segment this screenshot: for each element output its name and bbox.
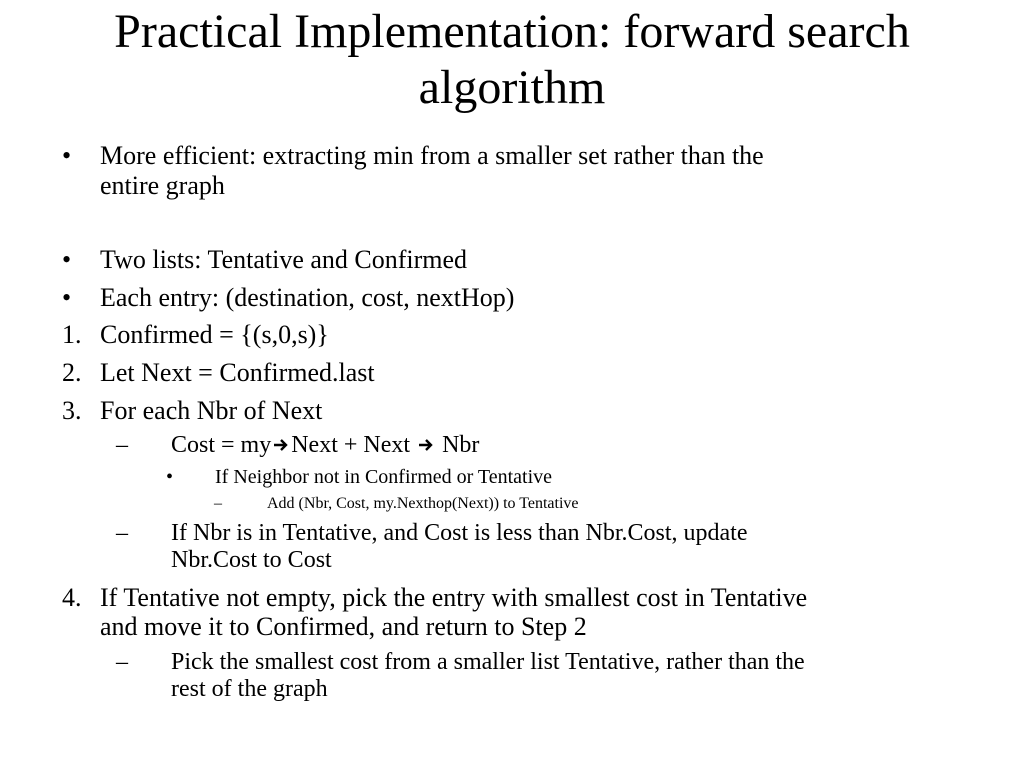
step-text: For each Nbr of Next [100,396,323,425]
cost-part-2: Next + Next [291,432,411,458]
sub-item-text: Pick the smallest cost from a smaller list Tentative, rather than the [171,649,805,675]
dash-marker: – [116,520,128,546]
step-text: Confirmed = {(s,0,s)} [100,320,329,349]
dash-marker: – [214,495,222,512]
step-text: Let Next = Confirmed.last [100,358,375,387]
bullet-marker: • [62,141,72,170]
sub-item-text-continued: rest of the graph [171,676,328,702]
step-text: If Tentative not empty, pick the entry with smallest cost in Tentative [100,583,808,612]
bullet-text-continued: entire graph [100,171,225,200]
sub-item-text-continued: Nbr.Cost to Cost [171,547,332,573]
step-text-continued: and move it to Confirmed, and return to Step 2 [100,612,587,641]
cost-part-1: Cost = my [171,432,272,458]
bullet-text: Each entry: (destination, cost, nextHop) [100,283,515,312]
bullet-marker: • [62,283,72,312]
sub-item-text [171,431,479,460]
bullet-marker: • [62,245,72,274]
sub-item-text: If Nbr is in Tentative, and Cost is less than Nbr.Cost, update [171,520,748,546]
title-line-2: algorithm [418,61,606,114]
sub-sub-item-text: If Neighbor not in Confirmed or Tentative [215,466,553,488]
sub-sub-sub-item-text: Add (Nbr, Cost, my.Nexthop(Next)) to Tentative [267,495,579,512]
bullet-text: Two lists: Tentative and Confirmed [100,245,468,274]
right-arrow-icon [273,432,289,460]
bullet-marker: • [166,466,174,488]
bullet-text: More efficient: extracting min from a smaller set rather than the [100,141,764,170]
title-line-1: Practical Implementation: forward search [114,5,910,58]
dash-marker: – [116,649,128,675]
step-number: 4. [62,583,82,612]
cost-part-3: Nbr [442,432,480,458]
step-number: 3. [62,396,82,425]
dash-marker: – [116,432,128,458]
step-number: 1. [62,320,82,349]
right-arrow-icon [418,432,434,460]
step-number: 2. [62,358,82,387]
